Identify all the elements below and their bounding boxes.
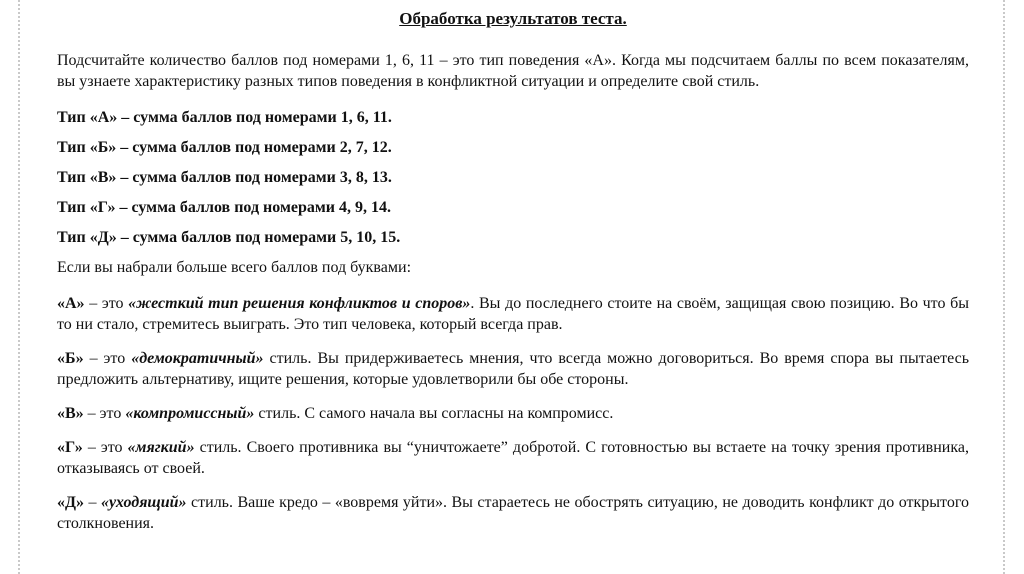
document-content	[57, 0, 969, 534]
result-dash: –	[84, 494, 101, 511]
result-v-paragraph	[57, 403, 969, 424]
result-dash: – это	[83, 405, 126, 422]
page-edge-left	[18, 0, 20, 574]
type-d-line: Тип «Д» – сумма баллов под номерами 5, 10, 15.	[57, 229, 401, 246]
page-title: Обработка результатов теста.	[399, 9, 627, 28]
result-d-paragraph	[57, 492, 969, 534]
result-dash: – это	[84, 295, 129, 312]
result-dash: – это	[83, 350, 132, 367]
page-edge-right	[1003, 0, 1005, 574]
result-letter: «А»	[57, 295, 85, 312]
type-list	[57, 107, 969, 248]
type-v-line: Тип «В» – сумма баллов под номерами 3, 8, 13.	[57, 169, 392, 186]
result-letter: «Д»	[57, 494, 85, 511]
result-style-name: «уходящий»	[100, 494, 187, 511]
result-a-paragraph	[57, 293, 969, 335]
result-description: стиль. Ваше кредо – «вовремя уйти». Вы стараетесь не обострять ситуацию, не доводить конфликт до открытого столкновения.	[57, 494, 969, 532]
type-b-line: Тип «Б» – сумма баллов под номерами 2, 7, 12.	[57, 139, 392, 156]
result-g-paragraph	[57, 437, 969, 479]
result-style-name: «жесткий тип решения конфликтов и споров»	[128, 295, 471, 312]
type-a-line: Тип «А» – сумма баллов под номерами 1, 6, 11.	[57, 109, 392, 126]
result-letter: «Г»	[57, 439, 83, 456]
result-description: стиль. С самого начала вы согласны на компромисс.	[254, 405, 614, 422]
result-style-name: «демократичный»	[131, 350, 264, 367]
result-description: . Вы до последнего стоите на своём, защищая свою позицию. Во что бы то ни стало, стремитесь выиграть. Это тип человека, который всегда прав.	[57, 295, 969, 333]
lead-paragraph: Если вы набрали больше всего баллов под буквами:	[57, 259, 412, 276]
result-style-name: «компромиссный»	[125, 405, 255, 422]
result-style-name: «мягкий»	[127, 439, 195, 456]
result-description: стиль. Своего противника вы “уничтожаете” добротой. С готовностью вы встаете на точку зрения противника, отказываясь от своей.	[57, 439, 969, 477]
type-g-line: Тип «Г» – сумма баллов под номерами 4, 9, 14.	[57, 199, 391, 216]
result-description: стиль. Вы придерживаетесь мнения, что всегда можно договориться. Во время спора вы пытаетесь предложить альтернативу, ищите решения, которые удовлетворили бы обе стороны.	[57, 350, 969, 388]
result-letter: «Б»	[57, 350, 84, 367]
result-dash: – это	[82, 439, 128, 456]
result-b-paragraph	[57, 348, 969, 390]
result-letter: «В»	[57, 405, 84, 422]
intro-paragraph: Подсчитайте количество баллов под номерами 1, 6, 11 – это тип поведения «А». Когда мы подсчитаем баллы по всем показателям, вы узнаете характеристику разных типов поведения в конфликтной ситуации и определите свой стиль.	[57, 52, 969, 90]
